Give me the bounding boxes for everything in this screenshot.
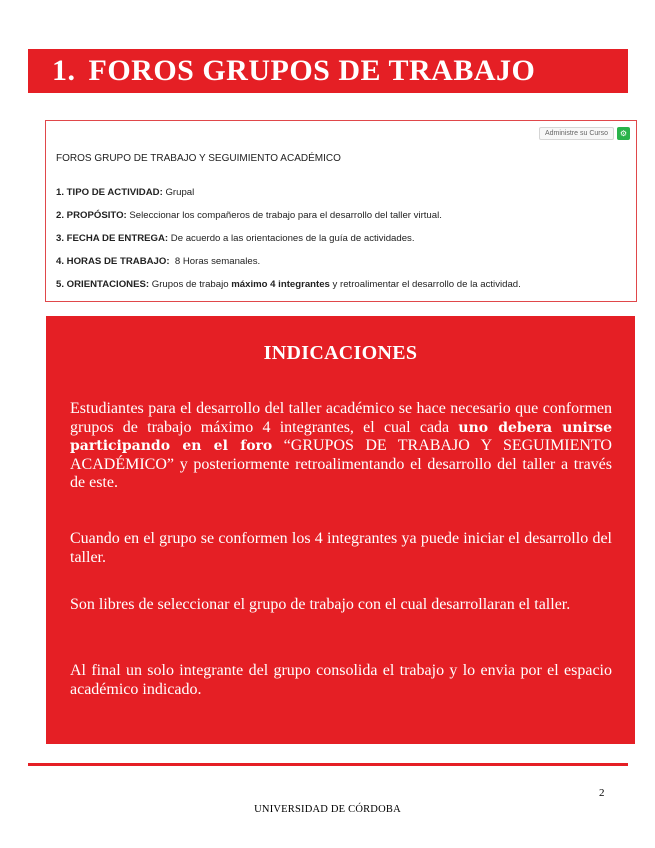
item-text: De acuerdo a las orientaciones de la guía de actividades. xyxy=(168,233,415,244)
indicaciones-paragraph-1 xyxy=(70,400,612,493)
section-title-bar xyxy=(28,49,628,93)
item-text-end: y retroalimentar el desarrollo de la actividad. xyxy=(329,279,521,290)
indicaciones-paragraph-3: Son libres de seleccionar el grupo de trabajo con el cual desarrollaran el taller. xyxy=(70,596,571,613)
item-text: Grupos de trabajo xyxy=(149,279,232,290)
item-text: Grupal xyxy=(162,187,195,198)
indicaciones-panel xyxy=(46,316,635,744)
indicaciones-paragraph-4: Al final un solo integrante del grupo consolida el trabajo y lo envia por el espacio académico indicado. xyxy=(70,662,612,698)
item-text: 8 Horas semanales. xyxy=(169,256,261,267)
purpose-item xyxy=(56,210,442,221)
section-title: FOROS GRUPOS DE TRABAJO xyxy=(88,54,536,87)
item-label: 5. ORIENTACIONES: xyxy=(56,279,150,290)
footer-university: UNIVERSIDAD DE CÓRDOBA xyxy=(254,804,401,815)
paragraph-text: Estudiantes para el desarrollo del taller académico se hace necesario que conformen grupos de trabajo máximo 4 integrantes, el cual cada xyxy=(70,400,612,436)
forum-heading: FOROS GRUPO DE TRABAJO Y SEGUIMIENTO ACADÉMICO xyxy=(56,153,341,164)
item-label: 4. HORAS DE TRABAJO: xyxy=(56,256,170,267)
activity-type-item xyxy=(56,187,194,198)
paragraph-bold-text: uno debera unirse participando en el foro xyxy=(70,419,612,454)
page-number: 2 xyxy=(599,787,605,799)
work-hours-item xyxy=(56,256,260,267)
item-text: Seleccionar los compañeros de trabajo para el desarrollo del taller virtual. xyxy=(126,210,442,221)
paragraph-text-end: “GRUPOS DE TRABAJO Y SEGUIMIENTO ACADÉMICO” y posteriormente retroalimentando el desarrollo del taller a través de este. xyxy=(70,437,612,491)
orientations-item xyxy=(56,279,521,290)
due-date-item xyxy=(56,233,415,244)
item-label: 1. TIPO DE ACTIVIDAD: xyxy=(56,187,163,198)
item-bold-text: máximo 4 integrantes xyxy=(231,279,330,290)
item-label: 3. FECHA DE ENTREGA: xyxy=(56,233,169,244)
footer-divider xyxy=(28,763,628,766)
indicaciones-title: INDICACIONES xyxy=(263,342,418,364)
item-label: 2. PROPÓSITO: xyxy=(56,210,127,221)
course-activity-box xyxy=(45,120,637,302)
admin-course-control xyxy=(539,127,630,140)
gear-icon[interactable]: ⚙ xyxy=(617,127,630,140)
indicaciones-paragraph-2: Cuando en el grupo se conformen los 4 integrantes ya puede iniciar el desarrollo del taller. xyxy=(70,530,612,566)
admin-course-button[interactable]: Administre su Curso xyxy=(539,127,614,140)
section-number: 1. xyxy=(52,54,76,87)
